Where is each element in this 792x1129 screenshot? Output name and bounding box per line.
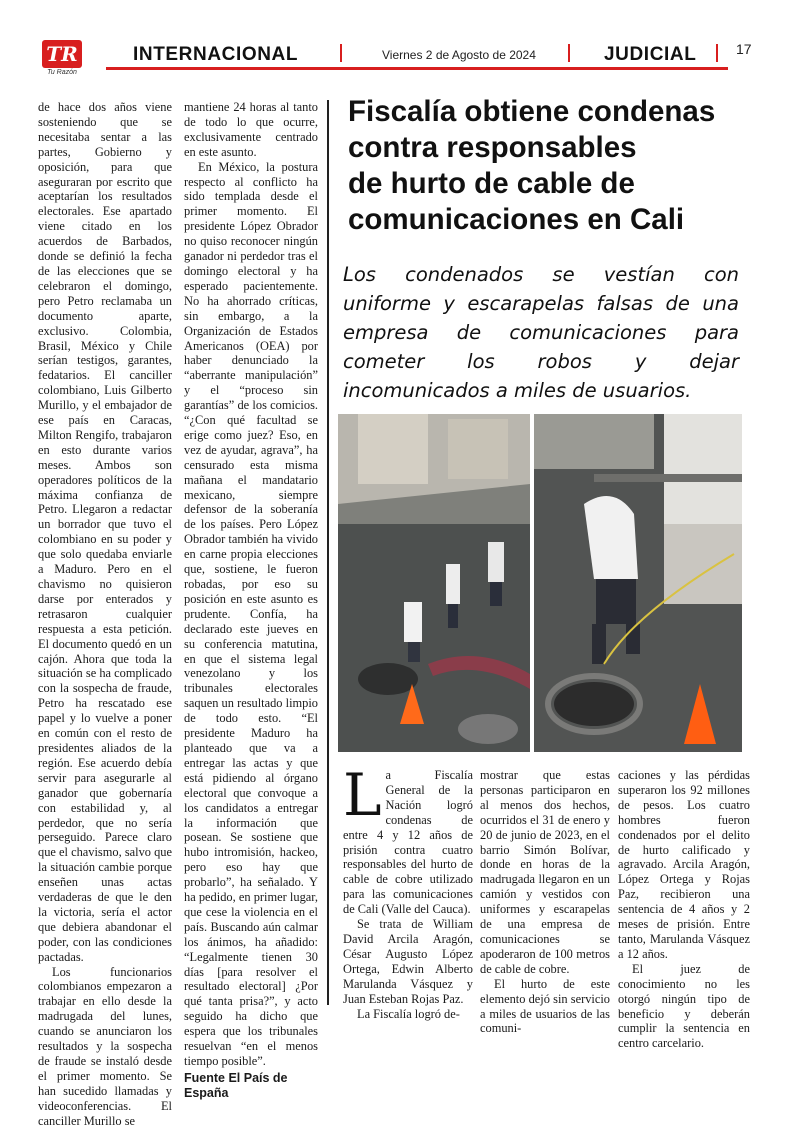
header-divider: [340, 44, 342, 62]
headline-line: comunicaciones en Cali: [348, 203, 685, 236]
paragraph: mostrar que estas personas participaron en al menos dos hechos, ocurridos el 31 de enero y 20 de junio de 2023, en el barrio Simón Bolívar, donde en horas de la madrugada llegaron en un camión y vestidos con uniformes y escarapelas de una empresa de comunicaciones se apoderaron de 100 metros de cable de cobre.: [480, 768, 610, 976]
news-photo-right: [534, 414, 742, 752]
article-headline: [348, 94, 748, 238]
article-column-2: [480, 768, 610, 1036]
paragraph: mantiene 24 horas al tanto de todo lo que ocurre, exclusivamente centrado en este asunto.: [184, 100, 318, 159]
paragraph: El hurto de este elemento dejó sin servicio a miles de usuarios de las comuni-: [480, 976, 610, 1036]
paragraph: La Fiscalía logró de-: [357, 1006, 460, 1021]
paragraph: En México, la postura respecto al conflicto ha sido templada desde el primer momento. El presidente López Obrador no quiso reconocer ningún ganador ni perdedor tras el domingo electoral y ha esperado pacientemente. No ha ahorrado críticas, sin embargo, a la Organización de Estados Americanos (OEA) por haber denunciado la “aberrante manipulación” y el “proceso sin garantías” de los comicios. “¿Con qué facultad se erige como juez? Eso, en vez de ayudar, agrava”, ha censurado esta misma mañana el mandatario mexicano, siempre defensor de la soberanía de los países. Pero López Obrador también ha vivido en carne propia elecciones que, sostiene, le fueron robadas, por eso su posición en este asunto es prudente. Confía, ha declarado este jueves en su conferencia matutina, en que el sistema legal venezolano y los tribunales electorales saquen un resultado limpio de todo esto. “El presidente Maduro ha planteado que va a entregar las actas y que está pidiendo al órgano electoral que convoque a los candidatos a entregar la información que posean. Se sostiene que hubo intromisión, hackeo, pero eso hay que probarlo”, ha señalado. Y ha pedido, en primer lugar, que cese la violencia en el país. Buscando aún calmar los ánimos, ha añadido: “Legalmente tienen 30 días [para resolver el resultado electoral] ¿Por qué tanta prisa?”, y acto seguido ha dicho que espera que los tribunales resuelvan “en el menos tiempo posible”.: [184, 159, 318, 1068]
section-label-right: JUDICIAL: [604, 44, 697, 65]
page-number: 17: [736, 41, 752, 57]
source-credit: Fuente El País de España: [184, 1070, 288, 1100]
issue-date: Viernes 2 de Agosto de 2024: [382, 48, 536, 62]
paragraph: El juez de conocimiento no les otorgó ningún tipo de beneficio y deberán cumplir la sentencia en centro carcelario.: [618, 961, 750, 1051]
article-column-3: [618, 768, 750, 1051]
paragraph: a Fiscalía General de la Nación logró condenas de entre 4 y 12 años de prisión contra cuatro responsables del hurto de cable de cobre utilizado para las comunicaciones de Cali (Valle del Cauca).: [343, 768, 473, 917]
header-divider: [568, 44, 570, 62]
headline-line: contra responsables: [348, 131, 637, 164]
news-photo-left: [338, 414, 530, 752]
header-rule: [106, 67, 728, 70]
header-divider: [716, 44, 718, 62]
article-deck: Los condenados se vestían con uniforme y escarapelas falsas de una empresa de comunicaciones para cometer los robos y dejar incomunicados a miles de usuarios.: [343, 263, 739, 402]
headline-line: de hurto de cable de: [348, 167, 635, 200]
headline-line: Fiscalía obtiene condenas: [348, 95, 716, 128]
left-article-column-1: [38, 100, 172, 1129]
newspaper-logo: [38, 40, 86, 80]
section-label-left: INTERNACIONAL: [133, 44, 299, 65]
logo-badge: TR: [42, 40, 82, 68]
paragraph: de hace dos años viene sosteniendo que se necesitaba sentar a las partes, Gobierno y oposición, para que aseguraran por escrito que aceptarían los resultados electorales. Ese apartado viene citado en los acuerdos de Barbados, donde se definió la fecha de las elecciones que se celebraron el domingo, pero Petro reclamaba un documento aparte, exclusivo. Colombia, Brasil, México y Chile serían testigos, garantes, fedatarios. El canciller colombiano, Luis Gilberto Murillo, y el embajador de ese país en Caracas, Milton Rengifo, trabajaron en esto durante varios meses. Ambos son operadores políticos de la máxima confianza de Petro. Llegaron a redactar un borrador que tuvo el colombiano en su poder y que solo quedaba enviarle a Maduro. Pero en el chavismo no quisieron darse por enterados y retrasaron cualquier respuesta a esta petición. El documento quedó en un cajón. Ahora que toda la situación se ha complicado con la sospecha de fraude, Petro ha rescatado ese papel y lo vuelve a poner en común con el resto de presidentes aliados de la región. Ese acuerdo debía servir para asegurarle al ganador que gobernaría con estabilidad y, al perdedor, que no sería perseguido. Parece claro que el chavismo, salvo que la situación cambie porque enseñen unas actas verdaderas de que le den la victoria, sería el actor que debiera abandonar el poder, con las condiciones pactadas.: [38, 100, 172, 964]
page-header: [0, 0, 792, 80]
left-article-column-2: [184, 100, 318, 1101]
logo-subtitle: Tu Razón: [47, 69, 77, 76]
column-separator: [327, 100, 329, 1005]
drop-cap: L: [343, 761, 382, 829]
article-column-1: [343, 761, 473, 1021]
paragraph: Los funcionarios colombianos empezaron a trabajar en ello desde la madrugada del lunes, cuando se anunciaron los resultados y la sospecha de fraude se instaló desde el primer momento. Se han sucedido llamadas y videoconferencias. El canciller Murillo se: [38, 964, 172, 1128]
paragraph: caciones y las pérdidas superaron los 92 millones de pesos. Los cuatro hombres fueron condenados por el delito de hurto calificado y agravado. Arcila Aragón, López Ortega y Rojas Paz, recibieron una sentencia de 4 años y 2 meses de prisión. Entre tanto, Marulanda Vásquez a 12 años.: [618, 768, 750, 961]
paragraph: Se trata de William David Arcila Aragón, César Augusto López Ortega, Edwin Alberto Marulanda Vásquez y Juan Esteban Rojas Paz.: [343, 917, 473, 1006]
